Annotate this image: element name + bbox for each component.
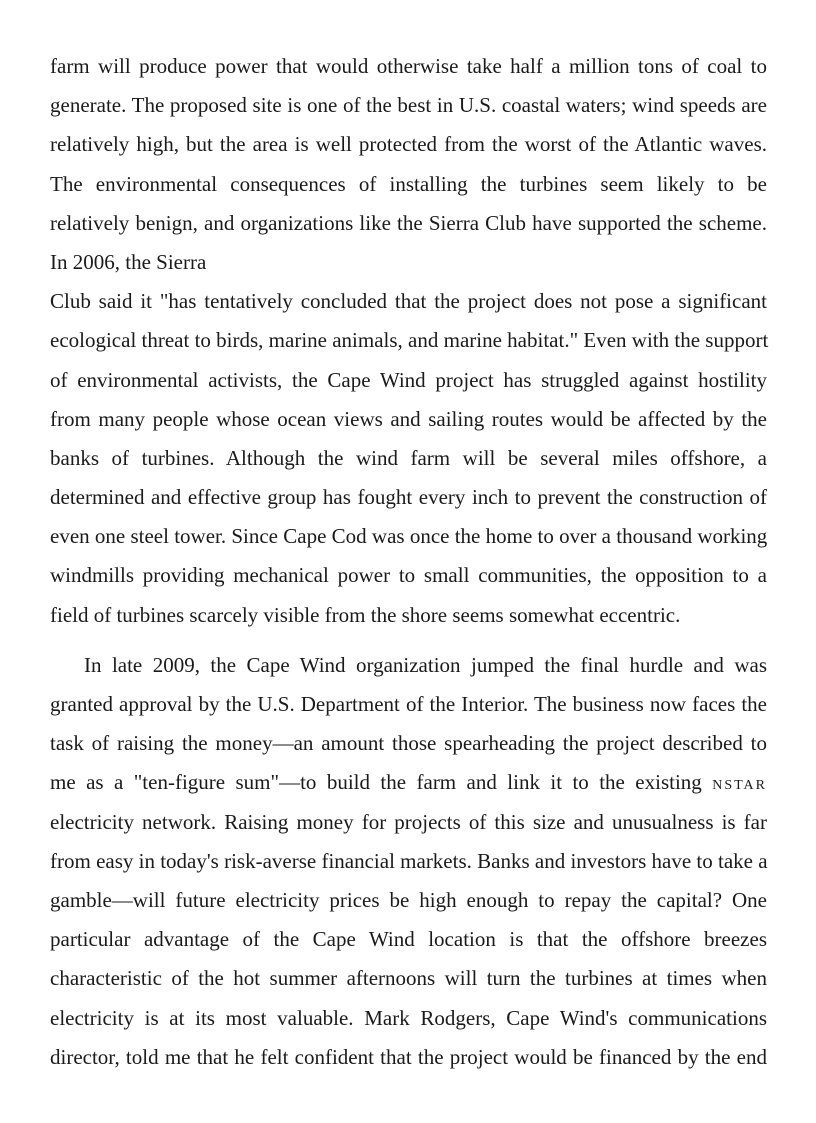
text-line: granted approval by the U.S. Department of the Interior. The business now faces the: [50, 692, 767, 716]
text-line: In late 2009, the Cape Wind organization jumped the final hurdle and was: [84, 652, 767, 677]
text-line: from easy in today's risk-averse financial markets. Banks and investors have to take a: [50, 848, 768, 873]
text-line: determined and effective group has fought every inch to prevent the construction of: [50, 485, 767, 510]
text-segment: me as a "ten-figure sum"—to build the farm and link it to the existing: [50, 770, 702, 795]
text-line: relatively benign, and organizations like the Sierra Club have supported the scheme.: [50, 210, 767, 235]
paragraph-1: [50, 47, 767, 282]
text-line: generate. The proposed site is one of the best in U.S. coastal waters; wind speeds are: [50, 93, 767, 118]
text-line: electricity is at its most valuable. Mark Rodgers, Cape Wind's communications: [50, 1005, 767, 1030]
text-line: The environmental consequences of installing the turbines seem likely to be: [50, 171, 767, 196]
text-line: director, told me that he felt confident that the project would be financed by the end: [50, 1044, 767, 1069]
text-line: field of turbines scarcely visible from the shore seems somewhat eccentric.: [50, 602, 681, 627]
text-line: even one steel tower. Since Cape Cod was once the home to over a thousand working: [50, 524, 768, 549]
paragraph-3: [50, 646, 767, 1077]
document-page: [50, 47, 767, 1077]
text-line: relatively high, but the area is well protected from the worst of the Atlantic waves.: [50, 132, 767, 157]
text-line: [50, 763, 767, 802]
paragraph-spacer: [50, 635, 767, 646]
text-line: ecological threat to birds, marine animals, and marine habitat." Even with the support: [50, 328, 769, 353]
smallcaps-acronym: NSTAR: [712, 778, 767, 794]
text-line: windmills providing mechanical power to small communities, the opposition to a: [50, 563, 767, 588]
text-line: Club said it "has tentatively concluded that the project does not pose a significant: [50, 289, 767, 314]
text-line: characteristic of the hot summer afternoons will turn the turbines at times when: [50, 966, 767, 991]
text-line: particular advantage of the Cape Wind location is that the offshore breezes: [50, 927, 767, 952]
text-line: of environmental activists, the Cape Wind project has struggled against hostility: [50, 367, 767, 392]
text-line: electricity network. Raising money for projects of this size and unusualness is far: [50, 809, 767, 834]
text-line: farm will produce power that would otherwise take half a million tons of coal to: [50, 54, 767, 78]
text-line: from many people whose ocean views and sailing routes would be affected by the: [50, 406, 767, 431]
paragraph-2: [50, 282, 767, 635]
text-line: task of raising the money—an amount those spearheading the project described to: [50, 731, 767, 756]
text-line: In 2006, the Sierra: [50, 249, 207, 274]
text-line: banks of turbines. Although the wind farm will be several miles offshore, a: [50, 445, 767, 470]
text-line: gamble—will future electricity prices be high enough to repay the capital? One: [50, 887, 767, 912]
